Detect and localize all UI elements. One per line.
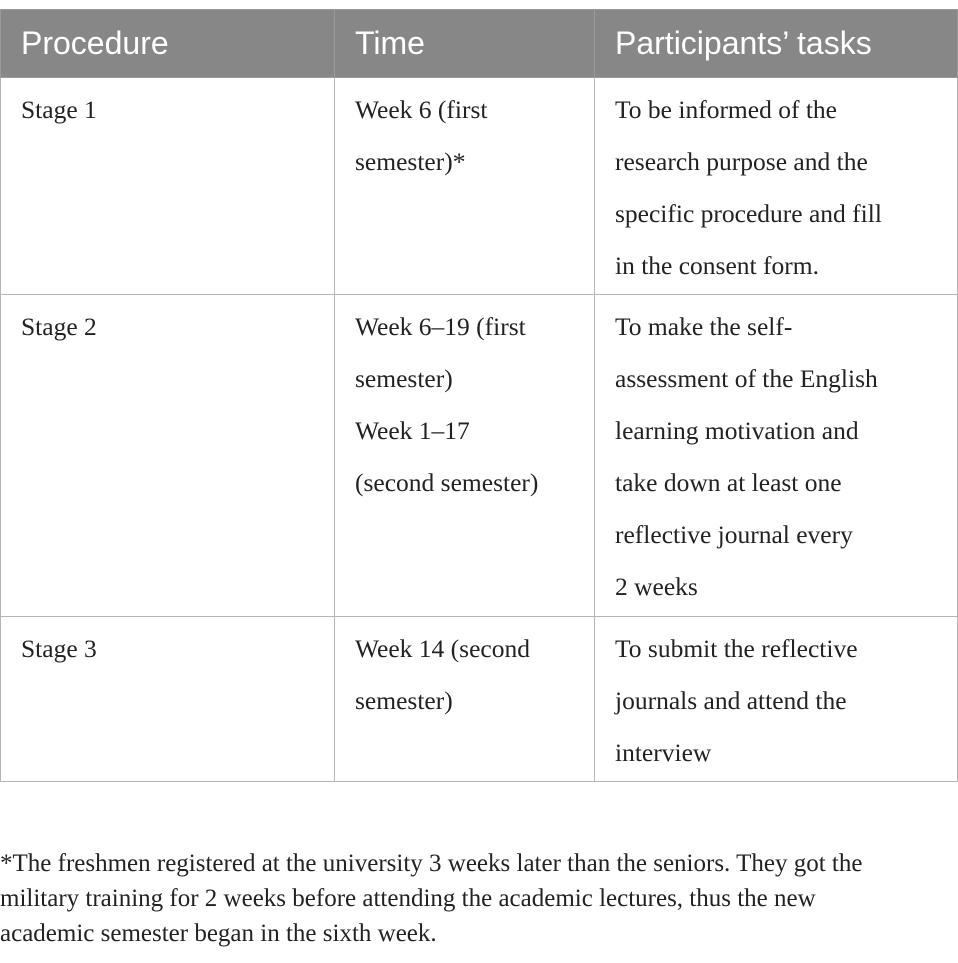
cell-text: Week 1–17 bbox=[355, 416, 470, 445]
cell-text: Week 6 (first bbox=[355, 95, 488, 124]
cell-time bbox=[335, 617, 595, 782]
cell-text: learning motivation and bbox=[615, 416, 859, 445]
cell-text: Week 14 (second bbox=[355, 634, 530, 663]
footnote-line: academic semester began in the sixth week. bbox=[0, 920, 437, 947]
cell-tasks bbox=[595, 295, 958, 617]
cell-text: Stage 2 bbox=[21, 312, 97, 341]
cell-procedure bbox=[1, 295, 335, 617]
column-header-tasks: Participants’ tasks bbox=[595, 10, 958, 78]
cell-text: Stage 3 bbox=[21, 634, 97, 663]
cell-text: in the consent form. bbox=[615, 251, 819, 280]
table-header-row bbox=[1, 10, 958, 78]
cell-text: take down at least one bbox=[615, 468, 842, 497]
procedure-table bbox=[0, 9, 958, 782]
cell-text: journals and attend the bbox=[615, 686, 847, 715]
cell-text: research purpose and the bbox=[615, 147, 868, 176]
cell-tasks bbox=[595, 78, 958, 295]
cell-text: specific procedure and fill bbox=[615, 199, 882, 228]
cell-procedure bbox=[1, 78, 335, 295]
cell-text: semester) bbox=[355, 686, 453, 715]
cell-text: Week 6–19 (first bbox=[355, 312, 526, 341]
cell-text: assessment of the English bbox=[615, 364, 878, 393]
table-row bbox=[1, 295, 958, 617]
cell-text: semester)* bbox=[355, 147, 466, 176]
cell-procedure bbox=[1, 617, 335, 782]
cell-time bbox=[335, 78, 595, 295]
table-footnote bbox=[0, 846, 958, 951]
cell-text: reflective journal every bbox=[615, 520, 853, 549]
cell-text: semester) bbox=[355, 364, 453, 393]
cell-text: 2 weeks bbox=[615, 572, 698, 601]
footnote-line: military training for 2 weeks before attending the academic lectures, thus the new bbox=[0, 885, 816, 912]
cell-text: interview bbox=[615, 738, 712, 767]
cell-text: To make the self- bbox=[615, 312, 793, 341]
table-row bbox=[1, 617, 958, 782]
cell-text: Stage 1 bbox=[21, 95, 97, 124]
cell-text: (second semester) bbox=[355, 468, 539, 497]
footnote-line: *The freshmen registered at the university 3 weeks later than the seniors. They got the bbox=[0, 850, 863, 877]
cell-tasks bbox=[595, 617, 958, 782]
cell-text: To be informed of the bbox=[615, 95, 837, 124]
column-header-time: Time bbox=[335, 10, 595, 78]
table-row bbox=[1, 78, 958, 295]
column-header-procedure: Procedure bbox=[1, 10, 335, 78]
cell-time bbox=[335, 295, 595, 617]
cell-text: To submit the reflective bbox=[615, 634, 858, 663]
